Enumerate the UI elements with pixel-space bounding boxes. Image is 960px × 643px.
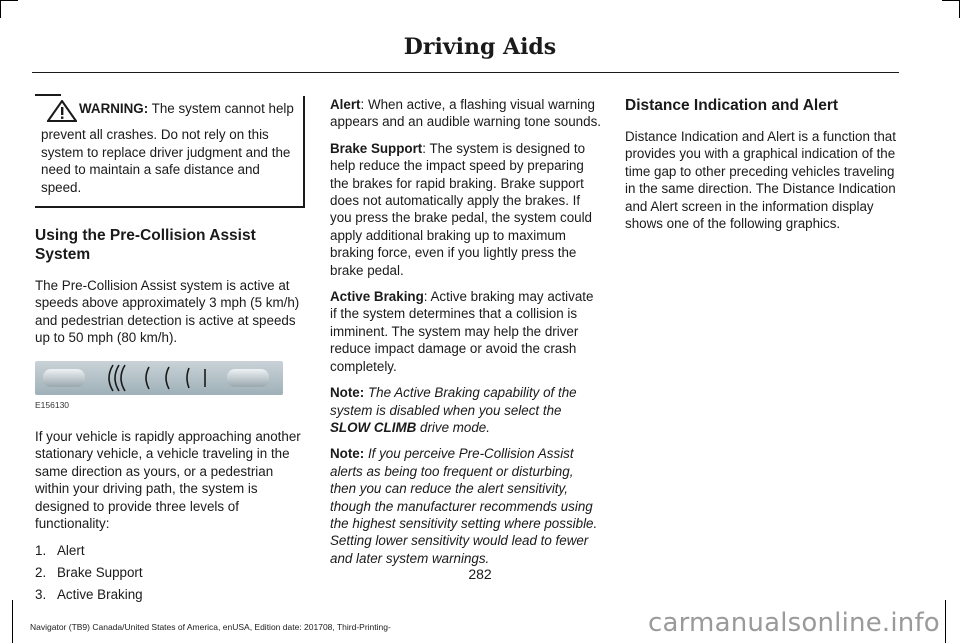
list-item — [35, 542, 305, 559]
distance-indication-paragraph: Distance Indication and Alert is a function that provides you with a graphical indication of the time gap to other preceding vehicles traveling in the same direction. The Distance Indication and Alert screen in the information display shows one of the following graphics. — [625, 129, 896, 232]
list-number: 3. — [35, 587, 47, 603]
footer-edition-info: Navigator (TB9) Canada/United States of America, enUSA, Edition date: 201708, Third-Printing- — [30, 622, 391, 632]
list-text: Brake Support — [57, 564, 143, 580]
note-text: The Active Braking capability of the system is disabled when you select the — [330, 385, 577, 418]
intro-paragraph: The Pre-Collision Assist system is active at speeds above approximately 3 mph (5 km/h) and pedestrian detection is active at speeds up to 50 mph (80 km/h). — [35, 278, 300, 346]
crop-mark — [945, 600, 946, 643]
list-number: 2. — [35, 564, 47, 580]
warning-label: WARNING: — [79, 101, 149, 116]
brake-support-text: : The system is designed to help reduce the impact speed by preparing the brakes for rapid braking. Brake support does not automatically apply the brakes. If you press the brake pedal, the system could apply additional braking up to maximum braking force, even if you lightly press the brake pedal. — [330, 140, 593, 278]
column-middle — [330, 96, 602, 576]
list-text: Alert — [57, 542, 85, 558]
rear-vehicle-image — [43, 369, 85, 387]
note-label: Note: — [330, 446, 365, 462]
list-number: 1. — [35, 542, 47, 558]
list-text: Active Braking — [57, 587, 143, 603]
note-text: If you perceive Pre-Collision Assist alerts as being too frequent or disturbing, then you can reduce the alert sensitivity, though the manufacturer recommends using the highest sensitivity setting where possible. Setting lower sensitivity would lead to fewer and later system warnings. — [330, 446, 598, 566]
front-vehicle-image — [227, 369, 269, 387]
note-slow-climb — [330, 384, 602, 436]
alert-waves-icon — [97, 361, 227, 395]
watermark: carmanualsonline.info — [648, 608, 940, 638]
warning-box-top-rule — [35, 94, 61, 96]
header-divider — [32, 72, 899, 73]
active-braking-term: Active Braking — [330, 289, 424, 305]
brake-support-term: Brake Support — [330, 140, 423, 156]
column-left — [35, 96, 305, 609]
alert-paragraph — [330, 96, 602, 131]
list-item — [35, 586, 305, 603]
page-number: 282 — [468, 566, 492, 582]
alert-term: Alert — [330, 97, 361, 112]
note-label: Note: — [330, 385, 365, 401]
warning-triangle-icon — [47, 100, 79, 126]
section-heading: Distance Indication and Alert — [625, 97, 839, 114]
functionality-paragraph: If your vehicle is rapidly approaching another stationary vehicle, a vehicle traveling in the same direction as yours, or a pedestrian within your driving path, the system is designed to provide three levels of functionality: — [35, 429, 301, 532]
figure-id: E156130 — [35, 399, 70, 410]
warning-box — [35, 96, 305, 208]
column-right — [625, 96, 897, 241]
note-text: drive mode. — [416, 419, 490, 435]
brake-support-paragraph — [330, 140, 602, 279]
page-title: Driving Aids — [403, 34, 557, 60]
active-braking-paragraph — [330, 288, 602, 375]
note-sensitivity — [330, 445, 602, 567]
pre-collision-illustration — [35, 361, 283, 395]
crop-mark — [0, 0, 1, 18]
section-heading: Using the Pre-Collision Assist System — [35, 227, 256, 264]
crop-mark — [12, 600, 13, 643]
crop-mark — [0, 0, 18, 1]
active-braking-text: : Active braking may activate if the system determines that a collision is imminent. The system may help the driver reduce impact damage or avoid the crash completely. — [330, 289, 594, 374]
crop-mark — [942, 0, 960, 1]
drive-mode-name: SLOW CLIMB — [330, 419, 417, 435]
alert-text: : When active, a flashing visual warning appears and an audible warning tone sounds. — [330, 97, 601, 130]
warning-text: The system cannot help prevent all crashes. Do not rely on this system to replace driver judgment and the need to maintain a safe distance and speed. — [41, 101, 294, 195]
